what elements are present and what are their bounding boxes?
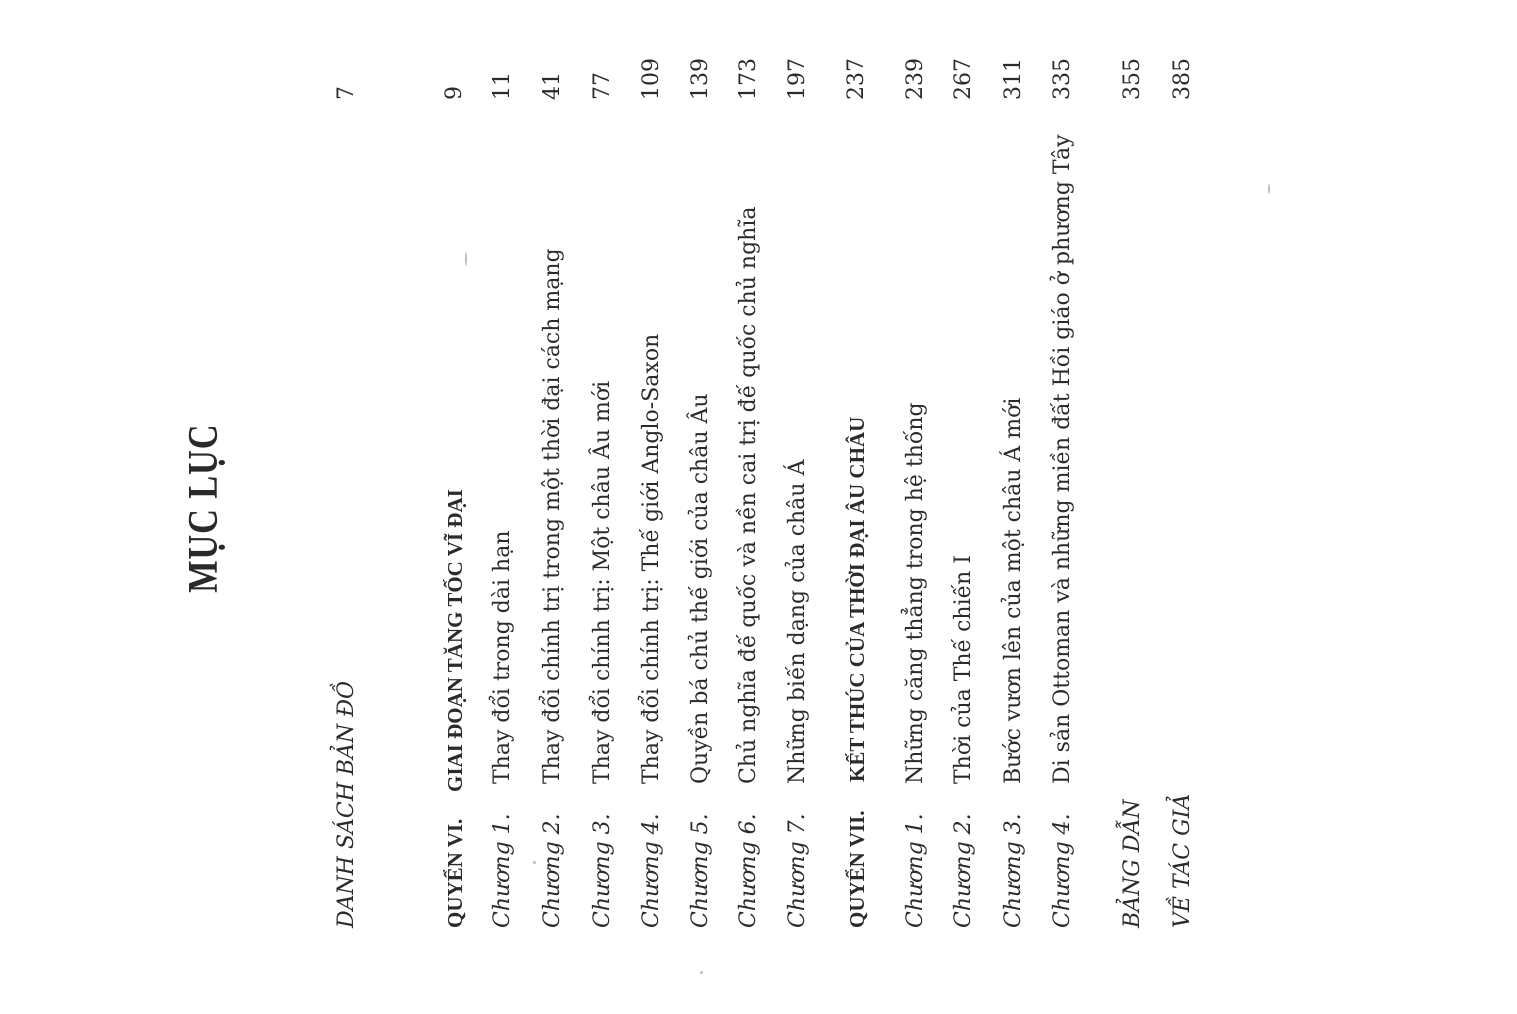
chapter-page-number: 267 (951, 58, 976, 100)
chapter-title: Thay đổi chính trị: Một châu Âu mới (590, 380, 615, 784)
toc-chapter-entry (632, 0, 672, 1014)
toc-chapter-entry (681, 0, 721, 1014)
toc-chapter-entry (583, 0, 623, 1014)
chapter-label: Chương 4. (639, 813, 664, 928)
page-title: MỤC LỤC (181, 423, 227, 593)
entry-label: DANH SÁCH BẢN ĐỒ (334, 680, 359, 928)
part-page-number: 237 (844, 58, 869, 100)
chapter-title: Quyền bá chủ thế giới của châu Âu (688, 393, 713, 784)
entry-label: VỀ TÁC GIẢ (1170, 793, 1195, 928)
chapter-title: Thời của Thế chiến I (951, 554, 976, 784)
toc-part-7 (837, 0, 877, 1014)
chapter-label: Chương 1. (903, 813, 928, 928)
scan-speck (533, 861, 536, 864)
chapter-page-number: 197 (785, 58, 810, 100)
entry-page-number: 355 (1120, 58, 1145, 100)
toc-entry-about-author (1163, 0, 1203, 1014)
chapter-label: Chương 6. (736, 813, 761, 928)
chapter-title: Chủ nghĩa đế quốc và nền cai trị đế quốc chủ nghĩa (736, 206, 761, 784)
chapter-page-number: 173 (736, 58, 761, 100)
toc-chapter-entry (533, 0, 573, 1014)
chapter-title: Những biến dạng của châu Á (785, 459, 810, 784)
chapter-page-number: 239 (903, 58, 928, 100)
toc-entry-maps (327, 0, 367, 1014)
chapter-page-number: 41 (540, 72, 565, 100)
part-label: QUYỂN VI. (443, 818, 467, 928)
chapter-title: Những căng thẳng trong hệ thống (903, 402, 928, 784)
chapter-label: Chương 2. (951, 813, 976, 928)
chapter-page-number: 11 (490, 72, 515, 100)
chapter-label: Chương 7. (785, 813, 810, 928)
scan-speck (1268, 184, 1270, 194)
chapter-label: Chương 3. (1001, 813, 1026, 928)
entry-page-number: 7 (334, 86, 359, 100)
chapter-title: Di sản Ottoman và những miền đất Hồi giáo ở phương Tây (1050, 134, 1075, 784)
chapter-page-number: 109 (639, 58, 664, 100)
chapter-title: Thay đổi chính trị trong một thời đại cách mạng (540, 248, 565, 784)
toc-chapter-entry (483, 0, 523, 1014)
toc-chapter-entry (896, 0, 936, 1014)
part-label: QUYỂN VII. (845, 810, 869, 928)
chapter-title: Thay đổi chính trị: Thế giới Anglo-Saxon (639, 333, 664, 784)
toc-chapter-entry (1043, 0, 1083, 1014)
chapter-page-number: 335 (1050, 58, 1075, 100)
entry-page-number: 385 (1170, 58, 1195, 100)
chapter-page-number: 77 (590, 72, 615, 100)
chapter-label: Chương 4. (1050, 813, 1075, 928)
toc-chapter-entry (994, 0, 1034, 1014)
chapter-label: Chương 2. (540, 813, 565, 928)
chapter-page-number: 139 (688, 58, 713, 100)
toc-part-6 (435, 0, 475, 1014)
part-page-number: 9 (442, 86, 467, 100)
toc-chapter-entry (944, 0, 984, 1014)
toc-chapter-entry (778, 0, 818, 1014)
chapter-label: Chương 3. (590, 813, 615, 928)
part-title: GIAI ĐOẠN TĂNG TỐC VĨ ĐẠI (443, 489, 467, 792)
chapter-title: Thay đổi trong dài hạn (490, 530, 515, 784)
chapter-label: Chương 1. (490, 813, 515, 928)
chapter-label: Chương 5. (688, 813, 713, 928)
part-title: KẾT THÚC CỦA THỜI ĐẠI ÂU CHÂU (845, 416, 869, 782)
scan-speck (700, 971, 703, 974)
entry-label: BẢNG DẪN (1120, 799, 1145, 928)
scan-speck (465, 252, 467, 266)
chapter-page-number: 311 (1001, 58, 1026, 100)
toc-chapter-entry (729, 0, 769, 1014)
toc-entry-index (1113, 0, 1153, 1014)
chapter-title: Bước vươn lên của một châu Á mới (1001, 397, 1026, 784)
